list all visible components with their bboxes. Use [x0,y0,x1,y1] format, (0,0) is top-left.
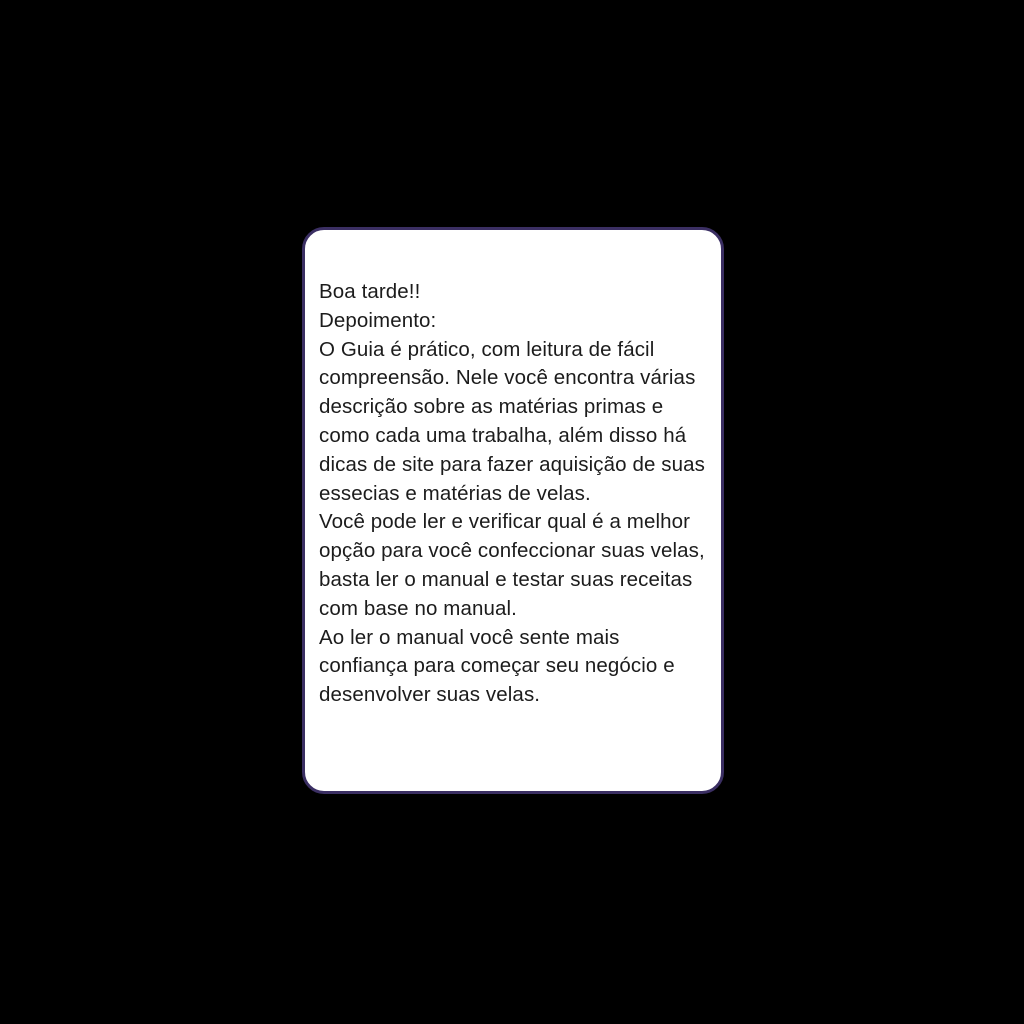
testimonial-paragraph-1: O Guia é prático, com leitura de fácil compreensão. Nele você encontra várias descrição sobre as matérias primas e como cada uma trabalha, além disso há dicas de site para fazer aquisição de suas essecias e matérias de velas. [319,337,711,505]
testimonial-line-greeting: Boa tarde!! [319,280,421,303]
testimonial-paragraph-3: Ao ler o manual você sente mais confiança para começar seu negócio e desenvolver suas velas. [319,625,681,707]
testimonial-line-label: Depoimento: [319,308,437,332]
testimonial-card [302,227,724,794]
testimonial-text-block [319,278,709,710]
testimonial-paragraph-2: Você pode ler e verificar qual é a melhor opção para você confeccionar suas velas, basta ler o manual e testar suas receitas com base no manual. [319,510,711,620]
